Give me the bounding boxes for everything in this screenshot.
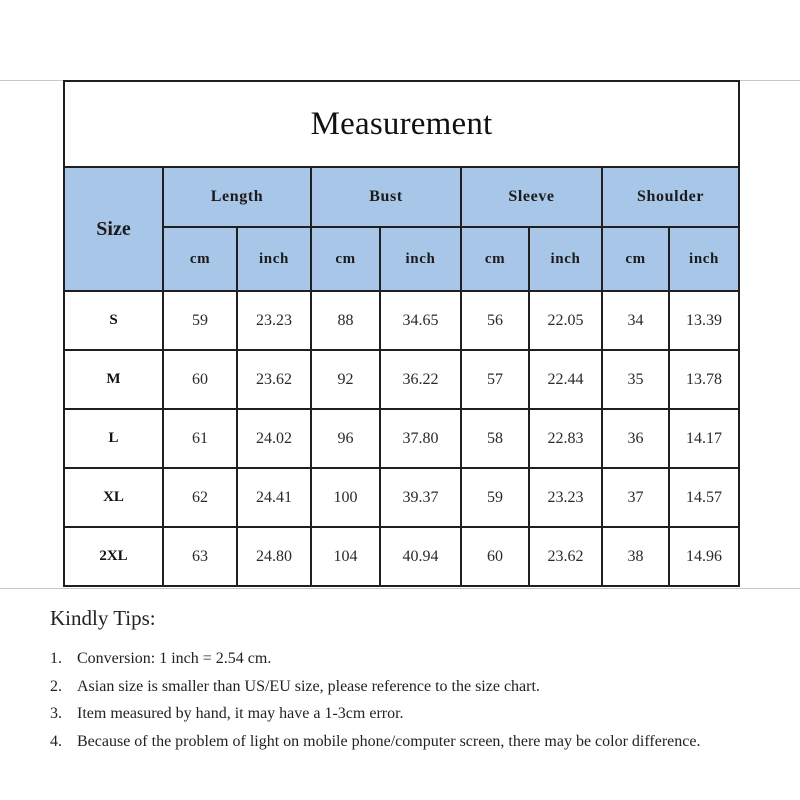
table-title: Measurement (64, 81, 739, 167)
tip-text: Because of the problem of light on mobile phone/computer screen, there may be color difference. (77, 732, 701, 750)
tip-number: 4. (50, 732, 62, 750)
table-cell: 100 (311, 468, 380, 527)
tips-list (50, 645, 770, 755)
size-cell: S (64, 291, 163, 350)
unit-header: inch (529, 227, 602, 291)
table-cell: 63 (163, 527, 237, 586)
table-row (64, 350, 739, 409)
table-cell: 13.39 (669, 291, 739, 350)
size-chart-table (63, 80, 740, 587)
table-cell: 38 (602, 527, 669, 586)
table-cell: 92 (311, 350, 380, 409)
table-cell: 104 (311, 527, 380, 586)
unit-header: cm (163, 227, 237, 291)
unit-header: cm (461, 227, 529, 291)
table-cell: 37.80 (380, 409, 461, 468)
table-cell: 23.62 (529, 527, 602, 586)
table-cell: 39.37 (380, 468, 461, 527)
table-cell: 96 (311, 409, 380, 468)
table-cell: 23.23 (529, 468, 602, 527)
table-row (64, 527, 739, 586)
table-cell: 36 (602, 409, 669, 468)
table-cell: 59 (461, 468, 529, 527)
tip-item (50, 700, 770, 728)
unit-header: inch (237, 227, 311, 291)
table-cell: 60 (461, 527, 529, 586)
size-cell: XL (64, 468, 163, 527)
length-header: Length (163, 167, 311, 227)
tip-number: 1. (50, 650, 62, 667)
shoulder-header: Shoulder (602, 167, 739, 227)
unit-header: inch (669, 227, 739, 291)
kindly-tips (50, 606, 770, 755)
table-cell: 14.96 (669, 527, 739, 586)
unit-header: inch (380, 227, 461, 291)
table-cell: 61 (163, 409, 237, 468)
tips-title: Kindly Tips: (50, 606, 156, 630)
tip-item (50, 728, 770, 756)
table-cell: 58 (461, 409, 529, 468)
table-cell: 14.17 (669, 409, 739, 468)
table-cell: 22.44 (529, 350, 602, 409)
tip-text: Conversion: 1 inch = 2.54 cm. (77, 650, 272, 667)
table-cell: 23.23 (237, 291, 311, 350)
table-cell: 23.62 (237, 350, 311, 409)
table-row (64, 291, 739, 350)
tip-text: Asian size is smaller than US/EU size, please reference to the size chart. (77, 677, 540, 695)
table-row (64, 468, 739, 527)
table-cell: 60 (163, 350, 237, 409)
size-cell: M (64, 350, 163, 409)
unit-header: cm (311, 227, 380, 291)
table-cell: 40.94 (380, 527, 461, 586)
tip-number: 2. (50, 677, 62, 695)
table-cell: 37 (602, 468, 669, 527)
bottom-divider (0, 588, 800, 589)
size-column-header: Size (64, 167, 163, 291)
table-cell: 22.05 (529, 291, 602, 350)
size-cell: L (64, 409, 163, 468)
table-cell: 14.57 (669, 468, 739, 527)
tip-item (50, 645, 770, 673)
tip-text: Item measured by hand, it may have a 1-3cm error. (77, 705, 404, 722)
table-row (64, 409, 739, 468)
table-cell: 34 (602, 291, 669, 350)
sleeve-header: Sleeve (461, 167, 602, 227)
unit-header: cm (602, 227, 669, 291)
table-cell: 57 (461, 350, 529, 409)
table-cell: 34.65 (380, 291, 461, 350)
table-cell: 22.83 (529, 409, 602, 468)
table-cell: 36.22 (380, 350, 461, 409)
table-cell: 56 (461, 291, 529, 350)
table-cell: 24.02 (237, 409, 311, 468)
tip-number: 3. (50, 705, 62, 722)
size-cell: 2XL (64, 527, 163, 586)
table-cell: 13.78 (669, 350, 739, 409)
bust-header: Bust (311, 167, 461, 227)
table-cell: 35 (602, 350, 669, 409)
tip-item (50, 673, 770, 701)
table-cell: 59 (163, 291, 237, 350)
table-cell: 88 (311, 291, 380, 350)
table-cell: 24.80 (237, 527, 311, 586)
table-cell: 24.41 (237, 468, 311, 527)
table-cell: 62 (163, 468, 237, 527)
